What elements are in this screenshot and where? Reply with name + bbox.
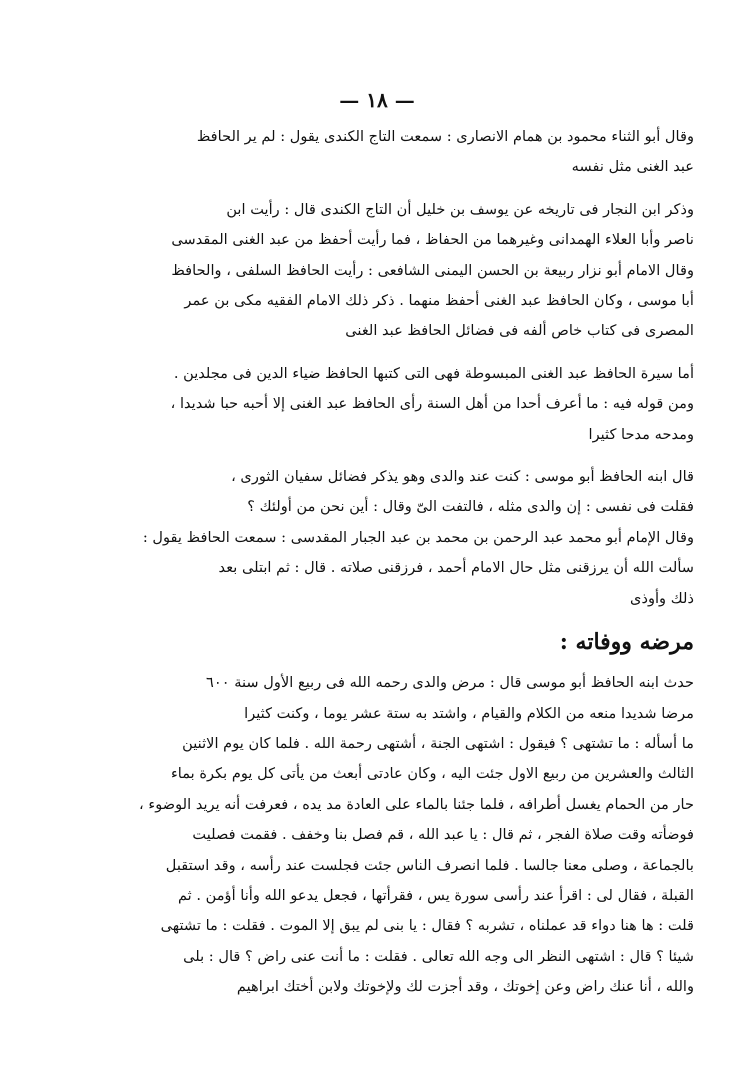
paragraph-3 (62, 256, 694, 347)
text-line: ما أسأله : ما تشتهى ؟ فيقول : اشتهى الجنة ، أشتهى رحمة الله . فلما كان يوم الاثنين (182, 734, 694, 752)
text-line: بالجماعة ، وصلى معنا جالسا . فلما انصرف الناس جئت فجلست عند رأسه ، وقد استقبل (165, 856, 694, 874)
page-number: — ١٨ — (339, 88, 415, 112)
text-line: ومدحه مدحا كثيرا (588, 425, 694, 443)
text-line: الثالث والعشرين من ربيع الاول جئت اليه ، وكان عادتى أبعث من يأتى كل يوم بكرة بماء (170, 765, 694, 783)
text-line: المصرى فى كتاب خاص ألفه فى فضائل الحافظ عبد الغنى (345, 322, 694, 340)
paragraph-final (62, 668, 694, 1002)
text-line: فقلت فى نفسى : إن والدى مثله ، فالتفت الىّ وقال : أين نحن من أولئك ؟ (247, 498, 694, 516)
text-line: وقال الامام أبو نزار ربيعة بن الحسن اليمنى الشافعى : رأيت الحافظ السلفى ، والحافظ (171, 261, 694, 279)
text-line: مرضا شديدا منعه من الكلام والقيام ، واشتد به ستة عشر يوما ، وكنت كثيرا (244, 704, 694, 722)
text-line: عبد الغنى مثل نفسه (571, 158, 694, 176)
text-line: حدث ابنه الحافظ أبو موسى قال : مرض والدى رحمه الله فى ربيع الأول سنة ٦٠٠ (206, 674, 694, 692)
page-body (62, 122, 694, 1003)
text-line: حار من الحمام يغسل أطرافه ، فلما جئنا بالماء على العادة مد يده ، فعرفت أنه يريد الوضوء ، (139, 795, 694, 813)
paragraph-2 (62, 195, 694, 256)
text-line: وذكر ابن النجار فى تاريخه عن يوسف بن خليل أن التاج الكندى قال : رأيت ابن (226, 200, 694, 218)
text-line: وقال أبو الثناء محمود بن همام الانصارى : سمعت التاج الكندى يقول : لم ير الحافظ (196, 128, 694, 145)
text-line: والله ، أنا عنك راض وعن إخوتك ، وقد أجزت لك ولإخوتك ولابن أختك ابراهيم (236, 978, 694, 996)
paragraph-6 (62, 523, 694, 614)
text-line: سألت الله أن يرزقنى مثل حال الامام أحمد ، فرزقنى صلاته . قال : ثم ابتلى بعد (218, 559, 694, 577)
section-heading: مرضه ووفاته : (559, 629, 694, 656)
text-line: ومن قوله فيه : ما أعرف أحدا من أهل السنة رأى الحافظ عبد الغنى إلا أحبه حبا شديدا ، (170, 395, 694, 413)
text-line: القبلة ، فقال لى : اقرأ عند رأسى سورة يس ، فقرأتها ، فجعل يدعو الله وأنا أؤمن . ثم (177, 886, 694, 904)
text-line: قال ابنه الحافظ أبو موسى : كنت عند والدى وهو يذكر فضائل سفيان الثورى ، (231, 468, 694, 486)
paragraph-4 (62, 359, 694, 450)
text-line: قلت : ها هنا دواء قد عملناه ، تشربه ؟ فقال : يا بنى لم يبق إلا الموت . فقلت : ما تشتهى (160, 917, 694, 935)
text-line: أبا موسى ، وكان الحافظ عبد الغنى أحفظ منهما . ذكر ذلك الامام الفقيه مكى بن عمر (184, 292, 694, 310)
text-line: ناصر وأبا العلاء الهمدانى وغيرهما من الحفاظ ، فما رأيت أحفظ من عبد الغنى المقدسى (171, 231, 694, 249)
text-line: ذلك وأوذى (630, 589, 694, 607)
text-line: فوضأته وقت صلاة الفجر ، ثم قال : يا عبد الله ، قم فصل بنا وخفف . فقمت فصليت (192, 826, 694, 844)
text-line: شيئا ؟ قال : اشتهى النظر الى وجه الله تعالى . فقلت : ما أنت عنى راض ؟ قال : بلى (183, 947, 694, 965)
text-line: وقال الإمام أبو محمد عبد الرحمن بن محمد بن عبد الجبار المقدسى : سمعت الحافظ يقول : (142, 528, 694, 546)
text-line: أما سيرة الحافظ عبد الغنى المبسوطة فهى التى كتبها الحافظ ضياء الدين فى مجلدين . (173, 364, 694, 382)
paragraph-1 (62, 122, 694, 183)
paragraph-5 (62, 462, 694, 523)
